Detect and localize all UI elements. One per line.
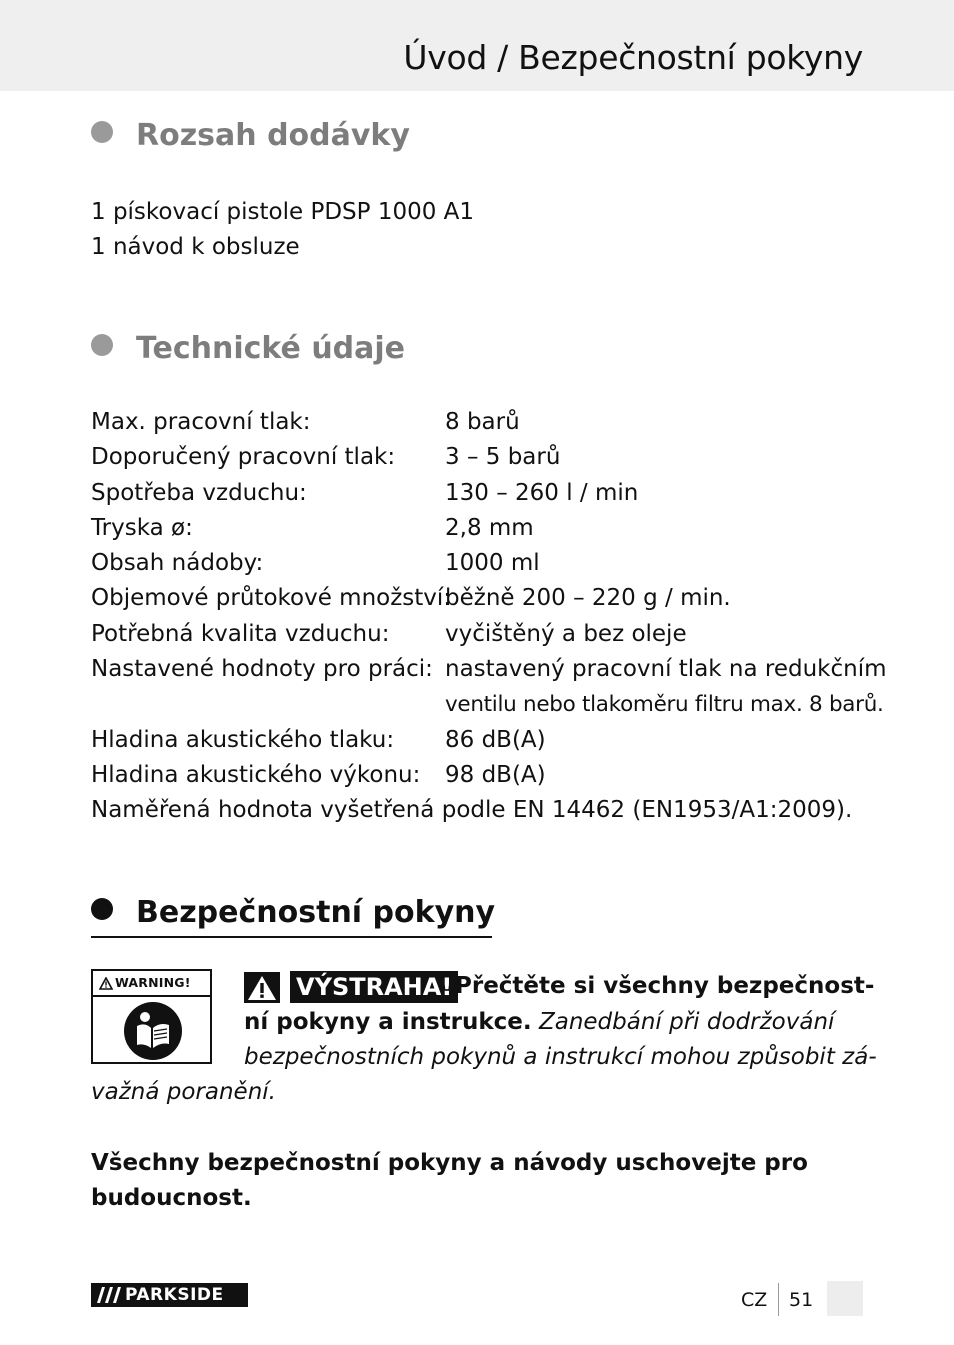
spec-label: Objemové průtokové množství: <box>91 585 452 611</box>
warning-text-line2 <box>244 1009 834 1035</box>
warning-text-italic: važná poranění. <box>91 1079 276 1105</box>
warning-text-italic: bezpečnostních pokynů a instrukcí mohou způsobit zá- <box>244 1044 877 1070</box>
page-title: Úvod / Bezpečnostní pokyny <box>403 38 863 77</box>
warning-triangle-icon <box>99 977 113 990</box>
spec-value: 98 dB(A) <box>445 762 546 788</box>
bullet-icon <box>91 898 113 920</box>
scope-heading-text: Rozsah dodávky <box>136 118 410 153</box>
bullet-icon <box>91 334 113 356</box>
spec-value: běžně 200 – 220 g / min. <box>445 585 731 611</box>
section-heading-scope <box>91 118 410 153</box>
spec-label: Doporučený pracovní tlak: <box>91 444 396 470</box>
spec-value: 130 – 260 l / min <box>445 480 639 506</box>
read-manual-icon <box>123 1001 183 1061</box>
parkside-logo <box>91 1283 248 1307</box>
spec-label: Obsah nádoby: <box>91 550 264 576</box>
warning-triangle-icon <box>244 972 280 1003</box>
section-heading-safety <box>91 895 495 930</box>
spec-label: Tryska ø: <box>91 515 193 541</box>
logo-text: PARKSIDE <box>125 1285 224 1305</box>
page-number: 51 <box>789 1289 814 1311</box>
warning-label: WARNING! <box>115 975 191 990</box>
warning-text-bold: ní pokyny a instrukce. <box>244 1009 532 1035</box>
keep-instructions-text: budoucnost. <box>91 1185 252 1211</box>
divider <box>778 1283 779 1316</box>
section-heading-tech <box>91 331 405 366</box>
spec-value: 86 dB(A) <box>445 727 546 753</box>
language-code: CZ <box>741 1289 768 1311</box>
spec-value: 3 – 5 barů <box>445 444 561 470</box>
page-tab-marker <box>827 1281 863 1316</box>
measurement-note: Naměřená hodnota vyšetřená podle EN 14462 (EN1953/A1:2009). <box>91 797 853 823</box>
spec-label: Nastavené hodnoty pro práci: <box>91 656 433 682</box>
divider <box>93 995 210 997</box>
warning-read-manual-symbol <box>91 969 212 1064</box>
warning-text-italic: Zanedbání při dodržování <box>538 1009 835 1035</box>
spec-label: Hladina akustického výkonu: <box>91 762 421 788</box>
spec-label: Hladina akustického tlaku: <box>91 727 395 753</box>
spec-label: Max. pracovní tlak: <box>91 409 311 435</box>
spec-value: 2,8 mm <box>445 515 534 541</box>
safety-heading-text: Bezpečnostní pokyny <box>136 895 496 930</box>
keep-instructions-text: Všechny bezpečnostní pokyny a návody uschovejte pro <box>91 1150 808 1176</box>
spec-value: 8 barů <box>445 409 520 435</box>
spec-label: Spotřeba vzduchu: <box>91 480 307 506</box>
tech-heading-text: Technické údaje <box>136 331 406 366</box>
warning-text-bold: Přečtěte si všechny bezpečnost- <box>455 973 875 999</box>
spec-value: nastavený pracovní tlak na redukčním <box>445 656 887 682</box>
scope-item: 1 návod k obsluze <box>91 234 300 260</box>
spec-label: Potřebná kvalita vzduchu: <box>91 621 390 647</box>
heading-underline <box>91 936 492 938</box>
bullet-icon <box>91 121 113 143</box>
spec-value: 1000 ml <box>445 550 540 576</box>
spec-value-continued: ventilu nebo tlakoměru filtru max. 8 barů. <box>445 692 884 717</box>
logo-stripes-icon <box>93 1283 123 1307</box>
warning-badge: VÝSTRAHA! <box>290 971 458 1003</box>
scope-item: 1 pískovací pistole PDSP 1000 A1 <box>91 199 475 225</box>
spec-value: vyčištěný a bez oleje <box>445 621 687 647</box>
